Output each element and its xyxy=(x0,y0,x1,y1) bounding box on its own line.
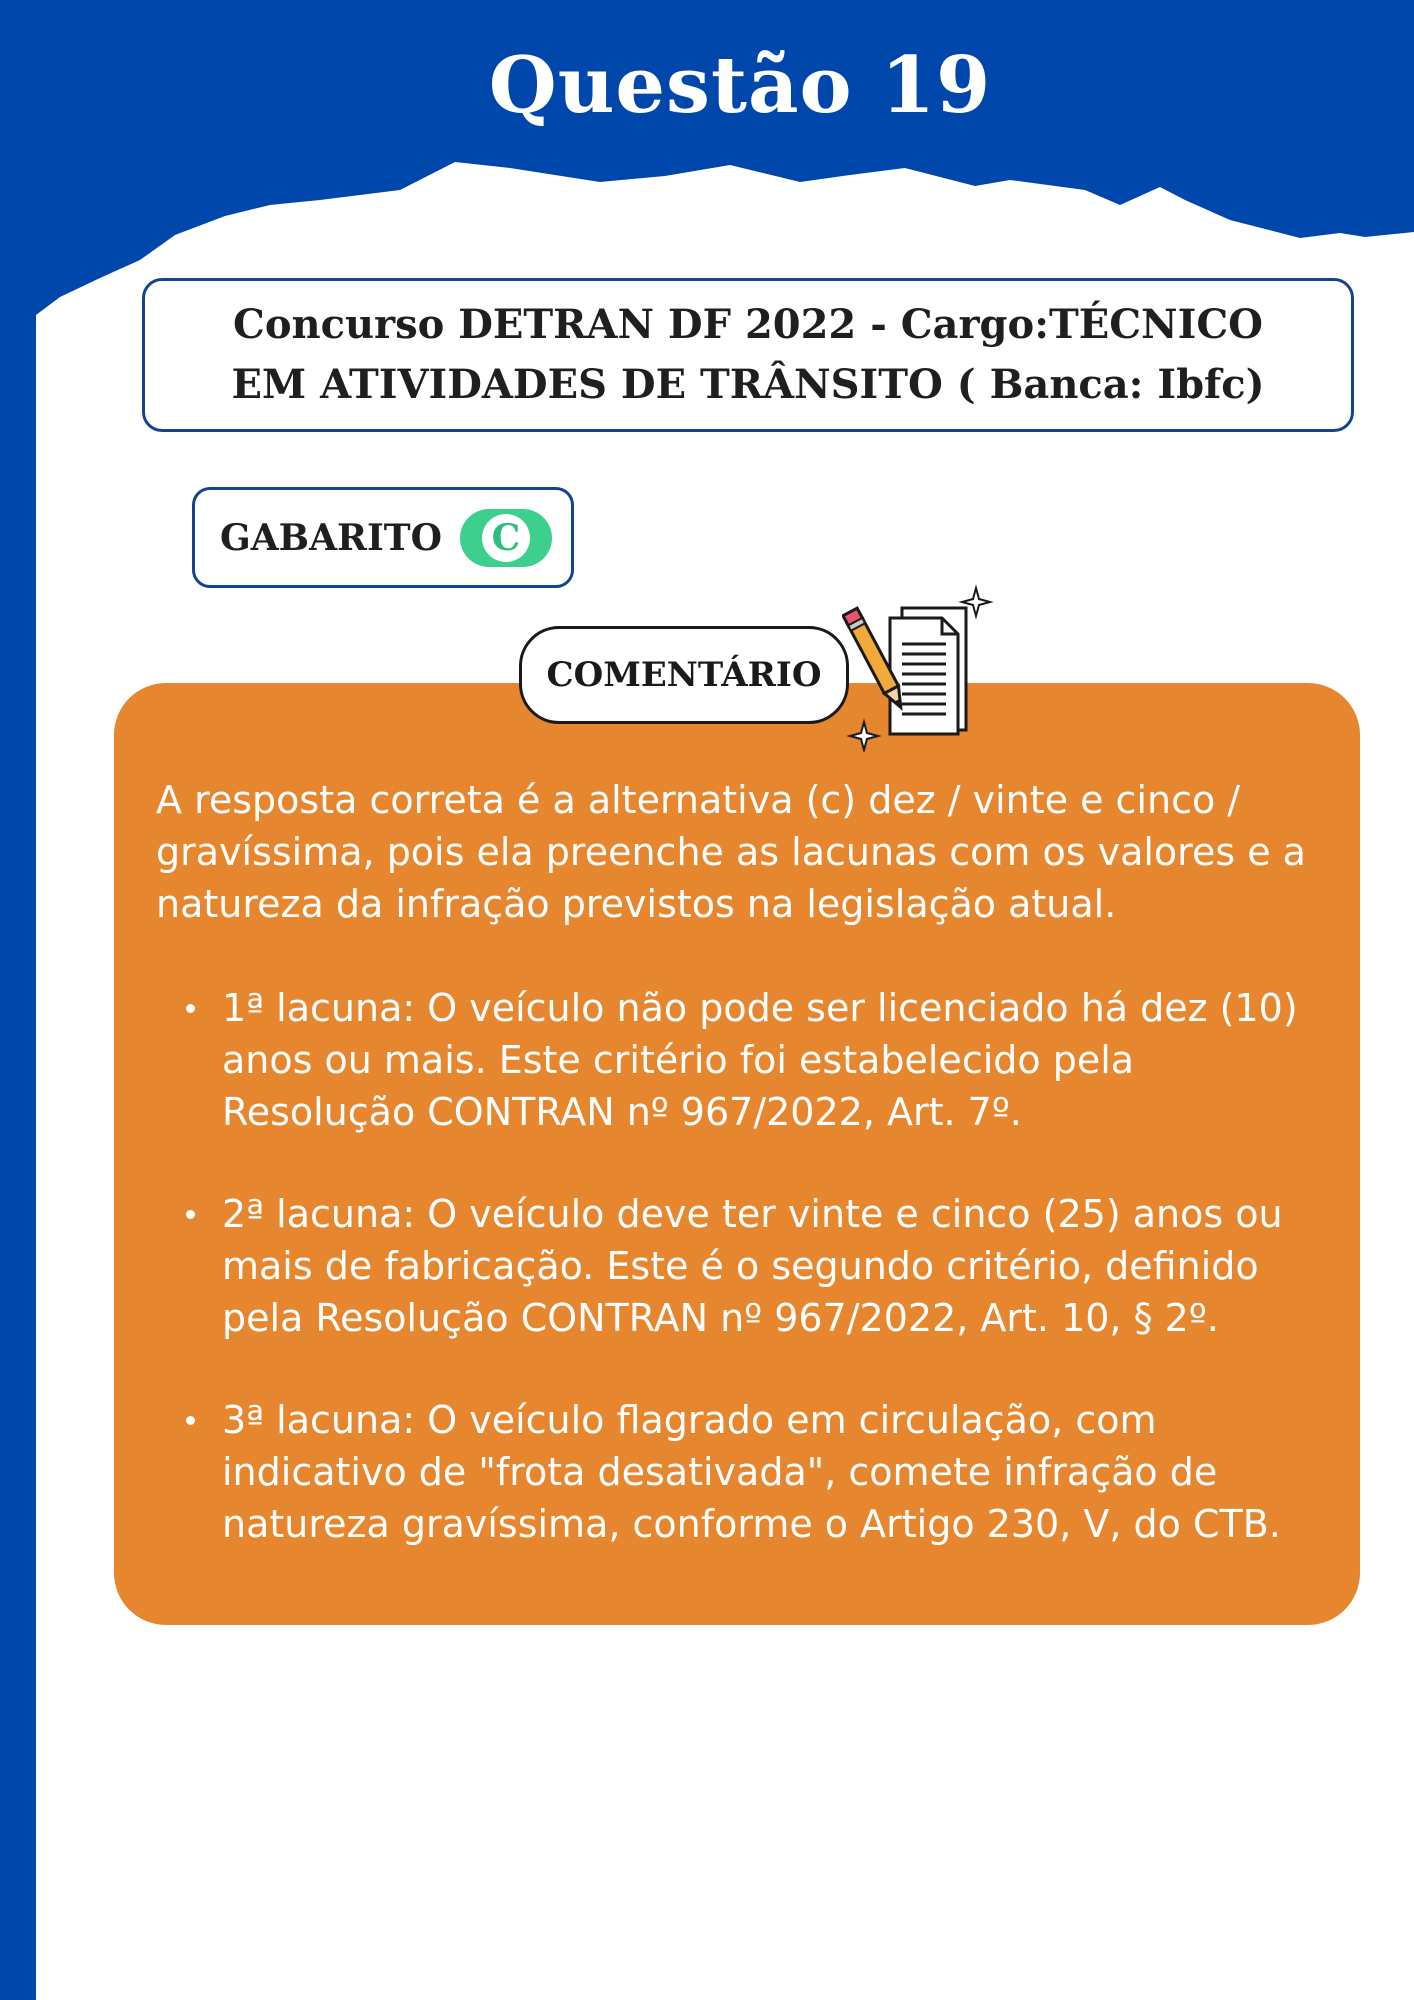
answer-badge xyxy=(460,509,552,567)
list-item xyxy=(156,1394,1336,1550)
comment-badge-label: COMENTÁRIO xyxy=(546,655,822,695)
document-pencil-icon xyxy=(842,582,1002,752)
bullet-icon xyxy=(186,1416,195,1425)
comment-list xyxy=(156,982,1336,1600)
answer-letter: C xyxy=(491,516,521,559)
answer-key-box xyxy=(192,487,574,588)
answer-key-label: GABARITO xyxy=(220,516,442,559)
bullet-icon xyxy=(186,1004,195,1013)
page-title: Questão 19 xyxy=(488,40,992,131)
list-item-text: 2ª lacuna: O veículo deve ter vinte e cinco (25) anos ou mais de fabricação. Este é o segundo critério, definido pela Resolução CONTRAN nº 967/2022, Art. 10, § 2º. xyxy=(222,1192,1283,1340)
exam-title-line-2: EM ATIVIDADES DE TRÂNSITO ( Banca: Ibfc) xyxy=(231,361,1265,408)
list-item xyxy=(156,1188,1336,1344)
exam-title-line-1: Concurso DETRAN DF 2022 - Cargo:TÉCNICO xyxy=(232,301,1264,348)
list-item-text: 1ª lacuna: O veículo não pode ser licenciado há dez (10) anos ou mais. Este critério foi estabelecido pela Resolução CONTRAN nº 967/2022, Art. 7º. xyxy=(222,986,1298,1134)
comment-intro-text: A resposta correta é a alternativa (c) dez / vinte e cinco / gravíssima, pois ela preenche as lacunas com os valores e a natureza da infração previstos na legislação atual. xyxy=(156,778,1306,926)
exam-info-box xyxy=(142,278,1354,432)
comment-badge xyxy=(519,626,849,724)
list-item xyxy=(156,982,1336,1138)
bullet-icon xyxy=(186,1210,195,1219)
sparkle-icon xyxy=(850,722,878,750)
answer-circle xyxy=(482,514,530,562)
list-item-text: 3ª lacuna: O veículo flagrado em circulação, com indicativo de "frota desativada", comete infração de natureza gravíssima, conforme o Artigo 230, V, do CTB. xyxy=(222,1398,1281,1546)
